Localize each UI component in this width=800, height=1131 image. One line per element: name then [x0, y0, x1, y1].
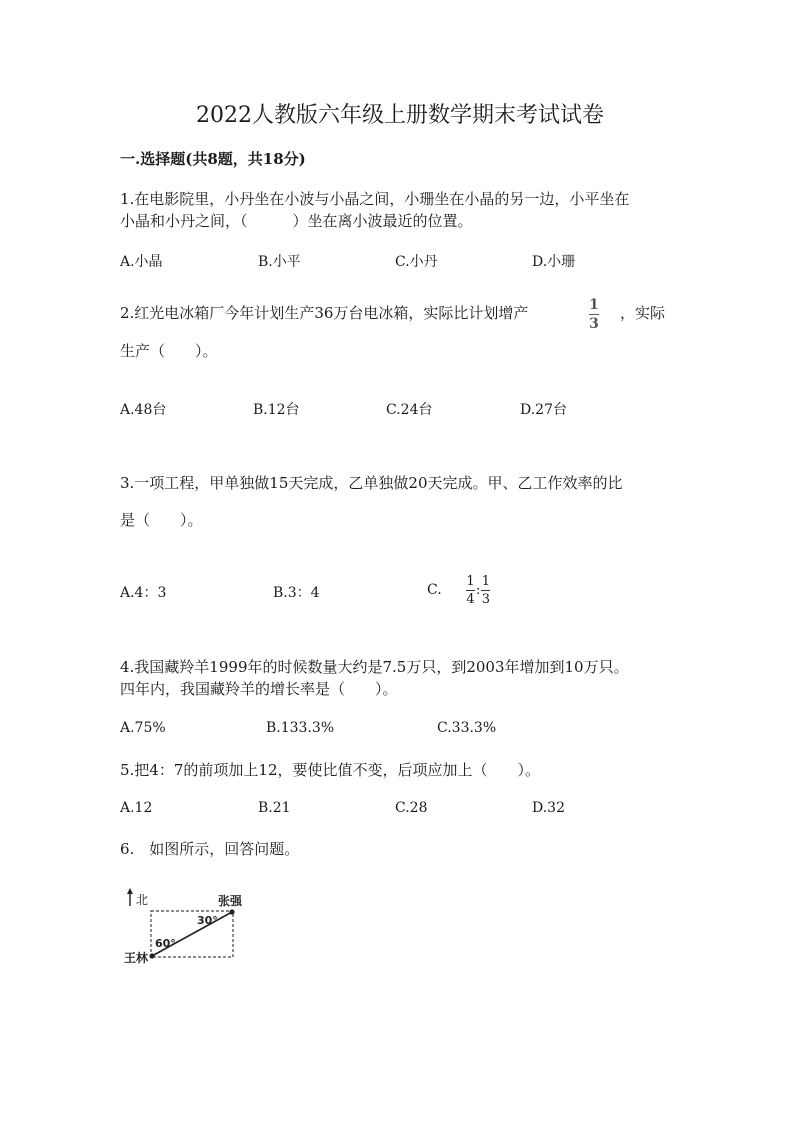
question-4-option-a: A.75% — [120, 720, 166, 736]
question-5-option-a: A.12 — [120, 800, 153, 816]
fraction-numerator: 1 — [481, 574, 491, 589]
question-2-option-c: C.24台 — [386, 402, 433, 418]
question-1-option-c: C.小丹 — [395, 254, 438, 270]
point-wanglin — [149, 953, 154, 958]
question-1-option-b: B.小平 — [258, 254, 301, 270]
angle-bottom-label: 60° — [155, 937, 176, 950]
point-zhangqiang — [229, 909, 234, 914]
question-5-line: 5.把4：7的前项加上12，要使比值不变，后项应加上（ ）。 — [120, 761, 540, 779]
question-3-option-c: C. — [427, 582, 442, 598]
question-2-line-1-tail: ，实际 — [620, 304, 666, 322]
fraction-bar — [589, 314, 599, 315]
fraction-numerator: 1 — [589, 297, 599, 313]
fraction-denominator: 3 — [589, 316, 599, 332]
page-title: 2022人教版六年级上册数学期末考试试卷 — [196, 103, 604, 128]
question-2-option-b: B.12台 — [253, 402, 300, 418]
question-2-fraction — [589, 297, 599, 332]
fraction-numerator: 1 — [466, 574, 475, 589]
question-5-option-c: C.28 — [395, 800, 428, 816]
north-arrow-icon — [127, 888, 133, 906]
fraction-bar — [481, 590, 490, 591]
question-1-option-d: D.小珊 — [532, 254, 576, 270]
question-2-option-d: D.27台 — [520, 402, 567, 418]
question-1-option-a: A.小晶 — [120, 254, 163, 270]
fraction-denominator: 4 — [466, 592, 475, 607]
ratio-left-fraction — [466, 574, 475, 607]
direction-diagram-svg — [124, 880, 254, 970]
question-3-option-c-ratio — [466, 574, 490, 607]
point-bottom-label: 王林 — [124, 951, 149, 965]
question-4-option-c: C.33.3% — [437, 720, 497, 736]
point-top-label: 张强 — [218, 894, 243, 908]
direction-diagram — [124, 880, 254, 970]
question-4-line-1: 4.我国藏羚羊1999年的时候数量大约是7.5万只，到2003年增加到10万只。 — [120, 658, 629, 676]
fraction-denominator: 3 — [481, 592, 491, 607]
question-5-option-b: B.21 — [258, 800, 291, 816]
ratio-separator: : — [476, 583, 481, 598]
question-2-line-1: 2.红光电冰箱厂今年计划生产36万台电冰箱，实际比计划增产 — [120, 304, 529, 322]
question-3-option-b: B.3：4 — [273, 585, 320, 601]
question-6-line: 6. 如图所示，回答问题。 — [120, 840, 300, 858]
question-2-option-a: A.48台 — [120, 402, 167, 418]
question-3-option-a: A.4：3 — [120, 585, 167, 601]
north-label: 北 — [136, 893, 149, 907]
question-2-line-2: 生产（ ）。 — [120, 342, 218, 360]
question-3-line-2: 是（ ）。 — [120, 511, 203, 529]
angle-top-label: 30° — [197, 914, 218, 927]
question-5-option-d: D.32 — [532, 800, 565, 816]
ratio-right-fraction — [481, 574, 490, 607]
question-3-line-1: 3.一项工程，甲单独做15天完成，乙单独做20天完成。甲、乙工作效率的比 — [120, 474, 623, 492]
fraction-bar — [466, 590, 475, 591]
question-1-line-1: 1.在电影院里，小丹坐在小波与小晶之间，小珊坐在小晶的另一边，小平坐在 — [120, 190, 630, 208]
question-4-option-b: B.133.3% — [266, 720, 335, 736]
question-1-line-2: 小晶和小丹之间，（ ）坐在离小波最近的位置。 — [120, 212, 473, 230]
section-heading: 一.选择题(共8题，共18分) — [120, 150, 306, 168]
question-4-line-2: 四年内，我国藏羚羊的增长率是（ ）。 — [120, 680, 398, 698]
